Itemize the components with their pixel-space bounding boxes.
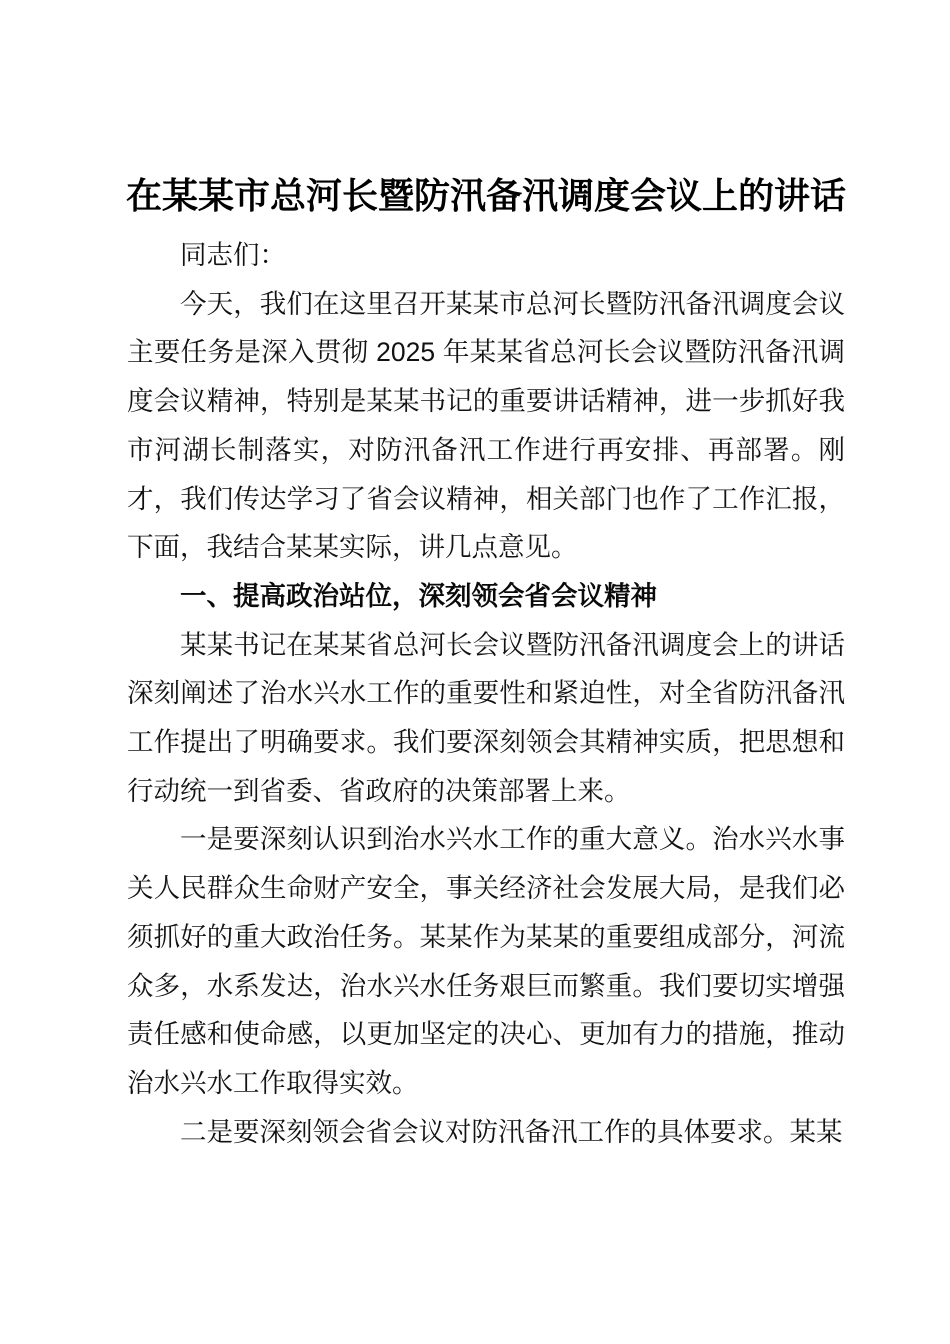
section-heading-1: 一、提高政治站位，深刻领会省会议精神 bbox=[180, 580, 657, 611]
paragraph-point-one: 一是要深刻认识到治水兴水工作的重大意义。治水兴水事关人民群众生命财产安全，事关经济社会发展大局，是我们必须抓好的重大政治任务。某某作为某某的重要组成部分，河流众多，水系发达，治水兴水任务艰巨而繁重。我们要切实增强责任感和使命感，以更加坚定的决心、更加有力的措施，推动治水兴水工作取得实效。 bbox=[127, 824, 845, 1098]
paragraph-opening: 今天，我们在这里召开某某市总河长暨防汛备汛调度会议主要任务是深入贯彻 2025 年某某省总河长会议暨防汛备汛调度会议精神，特别是某某书记的重要讲话精神，进一步抓好我市河湖长制落实，对防汛备汛工作进行再安排、再部署。刚才，我们传达学习了省会议精神，相关部门也作了工作汇报，下面，我结合某某实际，讲几点意见。 bbox=[127, 288, 845, 563]
paragraph-section1-intro: 某某书记在某某省总河长会议暨防汛备汛调度会上的讲话深刻阐述了治水兴水工作的重要性和紧迫性，对全省防汛备汛工作提出了明确要求。我们要深刻领会其精神实质，把思想和行动统一到省委、省政府的决策部署上来。 bbox=[127, 629, 845, 806]
salutation: 同志们： bbox=[180, 240, 286, 270]
paragraph-point-two: 二是要深刻领会省会议对防汛备汛工作的具体要求。某某 bbox=[180, 1116, 843, 1147]
document-title: 在某某市总河长暨防汛备汛调度会议上的讲话 bbox=[125, 175, 846, 216]
